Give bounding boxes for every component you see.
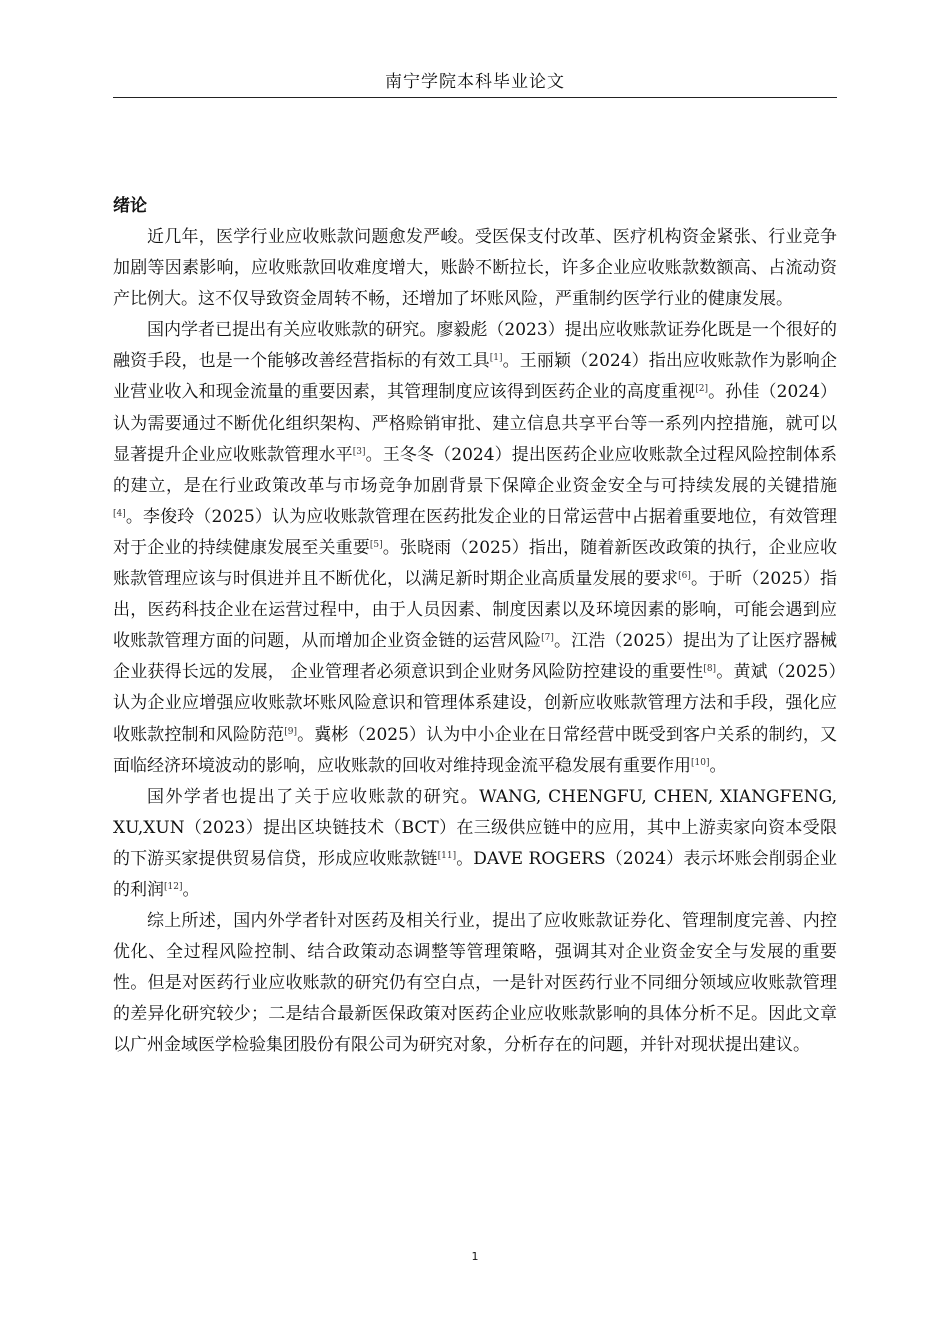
citation-ref: [4]	[113, 508, 126, 519]
sentence: 国外学者也提出了关于应收账款的研究。WANG, CHENGFU, CHEN, XIANGFENG, XU,XUN（2023）提出区块链技术（BCT）在三级供应链中的应用，其中上游卖家向资本受限的下游买家提供贸易信贷，形成应收账款链	[113, 786, 837, 869]
citation-ref: [3]	[352, 446, 366, 457]
page-header-title: 南宁学院本科毕业论文	[385, 72, 565, 92]
citation-ref: [1]	[489, 353, 503, 364]
paragraph-summary: 综上所述，国内外学者针对医药及相关行业，提出了应收账款证券化、管理制度完善、内控优化、全过程风险控制、结合政策动态调整等管理策略，强调其对企业资金安全与发展的重要性。但是对医药行业应收账款的研究仍有空白点，一是针对医药行业不同细分领域应收账款管理的差异化研究较少；二是结合最新医保政策对医药企业应收账款影响的具体分析不足。因此文章以广州金域医学检验集团股份有限公司为研究对象，分析存在的问题，并针对现状提出建议。	[113, 911, 837, 1056]
sentence: 。于昕（2025）指出，医药科技企业在运营过程中，由于人员因素、制度因素以及环境因素的影响，可能会遇到应收账款管理方面的问题，从而增加企业资金链的运营风险	[113, 569, 838, 652]
sentence: 。王冬冬（2024）提出医药企业应收账款全过程风险控制体系的建立，是在行业政策改革与市场竞争加剧背景下保障企业资金安全与可持续发展的关键措施	[113, 444, 838, 496]
header-divider	[113, 97, 837, 98]
citation-ref: [8]	[703, 664, 717, 675]
document-body	[113, 190, 837, 1062]
sentence: 。江浩（2025）提出为了让医疗器械企业获得长远的发展， 企业管理者必须意识到企业财务风险防控建设的重要性	[113, 631, 838, 683]
citation-ref: [12]	[164, 881, 183, 892]
sentence: 。冀彬（2025）认为中小企业在日常经营中既受到客户关系的制约，又面临经济环境波动的影响，应收账款的回收对维持现金流平稳发展有重要作用	[113, 724, 838, 776]
sentence: 。李俊玲（2025）认为应收账款管理在医药批发企业的日常运营中占据着重要地位，有效管理对于企业的持续健康发展至关重要	[113, 506, 837, 558]
paragraph-intro: 近几年，医学行业应收账款问题愈发严峻。受医保支付改革、医疗机构资金紧张、行业竞争加剧等因素影响，应收账款回收难度增大，账龄不断拉长，许多企业应收账款数额高、占流动资产比例大。这不仅导致资金周转不畅，还增加了坏账风险，严重制约医学行业的健康发展。	[113, 227, 837, 310]
citation-ref: [6]	[678, 571, 691, 582]
page-number: 1	[471, 1250, 479, 1263]
sentence: 。黄斌（2025）认为企业应增强应收账款坏账风险意识和管理体系建设，创新应收账款管理方法和手段，强化应收账款控制和风险防范	[113, 662, 838, 745]
paragraph-domestic-research	[113, 315, 837, 781]
sentence: 。孙佳（2024）认为需要通过不断优化组织架构、严格赊销审批、建立信息共享平台等一系列内控措施，就可以显著提升企业应收账款管理水平	[113, 382, 838, 465]
sentence: 。王丽颖（2024）指出应收账款作为影响企业营业收入和现金流量的重要因素，其管理制度应该得到医药企业的高度重视	[113, 351, 838, 403]
sentence: 国内学者已提出有关应收账款的研究。廖毅彪（2023）提出应收账款证券化既是一个很好的融资手段，也是一个能够改善经营指标的有效工具	[113, 320, 837, 372]
section-heading: 绪论	[113, 196, 147, 216]
citation-ref: [10]	[691, 757, 710, 768]
sentence: 。	[709, 755, 727, 776]
citation-ref: [9]	[284, 726, 297, 737]
paragraph-foreign-research	[113, 782, 837, 906]
citation-ref: [5]	[369, 539, 383, 550]
sentence: 。	[182, 879, 200, 900]
sentence: 。张晓雨（2025）指出，随着新医改政策的执行，企业应收账款管理应该与时俱进并且不断优化，以满足新时期企业高质量发展的要求	[113, 537, 838, 590]
citation-ref: [2]	[695, 384, 708, 395]
sentence: 。DAVE ROGERS（2024）表示坏账会削弱企业的利润	[113, 848, 837, 900]
citation-ref: [11]	[437, 850, 457, 861]
citation-ref: [7]	[541, 633, 554, 644]
